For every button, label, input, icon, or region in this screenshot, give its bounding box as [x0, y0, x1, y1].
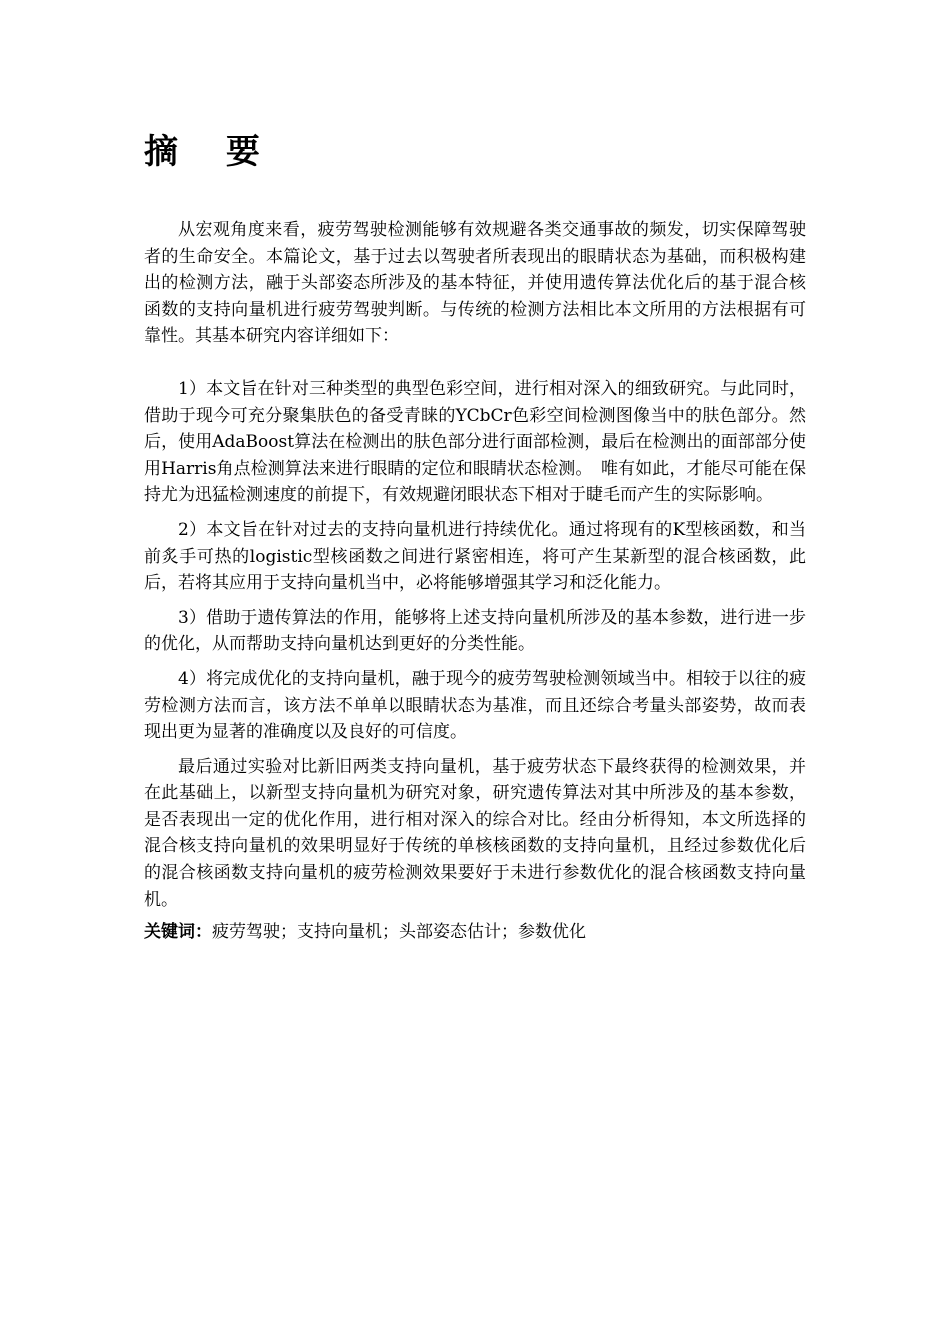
- research-point-4-paragraph: 4）将完成优化的支持向量机，融于现今的疲劳驾驶检测领域当中。相较于以往的疲劳检测方法而言，该方法不单单以眼睛状态为基准，而且还综合考量头部姿势，故而表现出更为显著的准确度以及良好的可信度。: [144, 668, 806, 743]
- paragraph-spacer: [144, 746, 806, 754]
- research-point-3-paragraph: 3）借助于遗传算法的作用，能够将上述支持向量机所涉及的基本参数，进行进一步的优化，从而帮助支持向量机达到更好的分类性能。: [144, 607, 806, 655]
- keywords-label: 关键词：: [144, 922, 212, 943]
- page-title: 摘 要: [144, 132, 278, 172]
- abstract-body: [144, 217, 806, 946]
- conclusion-paragraph: 最后通过实验对比新旧两类支持向量机，基于疲劳状态下最终获得的检测效果，并在此基础上，以新型支持向量机为研究对象，研究遗传算法对其中所涉及的基本参数，是否表现出一定的优化作用，进行相对深入的综合对比。经由分析得知，本文所选择的混合核支持向量机的效果明显好于传统的单核核函数的支持向量机，且经过参数优化后的混合核函数支持向量机的疲劳检测效果要好于未进行参数优化的混合核函数支持向量机。: [144, 756, 806, 910]
- paragraph-spacer: [144, 350, 806, 376]
- research-point-1-paragraph: 1）本文旨在针对三种类型的典型色彩空间，进行相对深入的细致研究。与此同时，借助于现今可充分聚集肤色的备受青睐的YCbCr色彩空间检测图像当中的肤色部分。然后，使用AdaBoost算法在检测出的肤色部分进行面部检测，最后在检测出的面部部分使用Harris角点检测算法来进行眼睛的定位和眼睛状态检测。 唯有如此，才能尽可能在保持尤为迅猛检测速度的前提下，有效规避闭眼状态下相对于睫毛而产生的实际影响。: [144, 378, 806, 506]
- research-point-2-paragraph: 2）本文旨在针对过去的支持向量机进行持续优化。通过将现有的K型核函数，和当前炙手可热的logistic型核函数之间进行紧密相连，将可产生某新型的混合核函数，此后，若将其应用于支持向量机当中，必将能够增强其学习和泛化能力。: [144, 519, 806, 594]
- paragraph-spacer: [144, 597, 806, 605]
- keywords-value: 疲劳驾驶；支持向量机；头部姿态估计；参数优化: [212, 922, 586, 943]
- abstract-intro-paragraph: 从宏观角度来看，疲劳驾驶检测能够有效规避各类交通事故的频发，切实保障驾驶者的生命安全。本篇论文，基于过去以驾驶者所表现出的眼睛状态为基础，而积极构建出的检测方法，融于头部姿态所涉及的基本特征，并使用遗传算法优化后的基于混合核函数的支持向量机进行疲劳驾驶判断。与传统的检测方法相比本文所用的方法根据有可靠性。其基本研究内容详细如下：: [144, 220, 806, 347]
- keywords-line: [144, 919, 806, 946]
- paragraph-spacer: [144, 658, 806, 666]
- paragraph-spacer: [144, 509, 806, 517]
